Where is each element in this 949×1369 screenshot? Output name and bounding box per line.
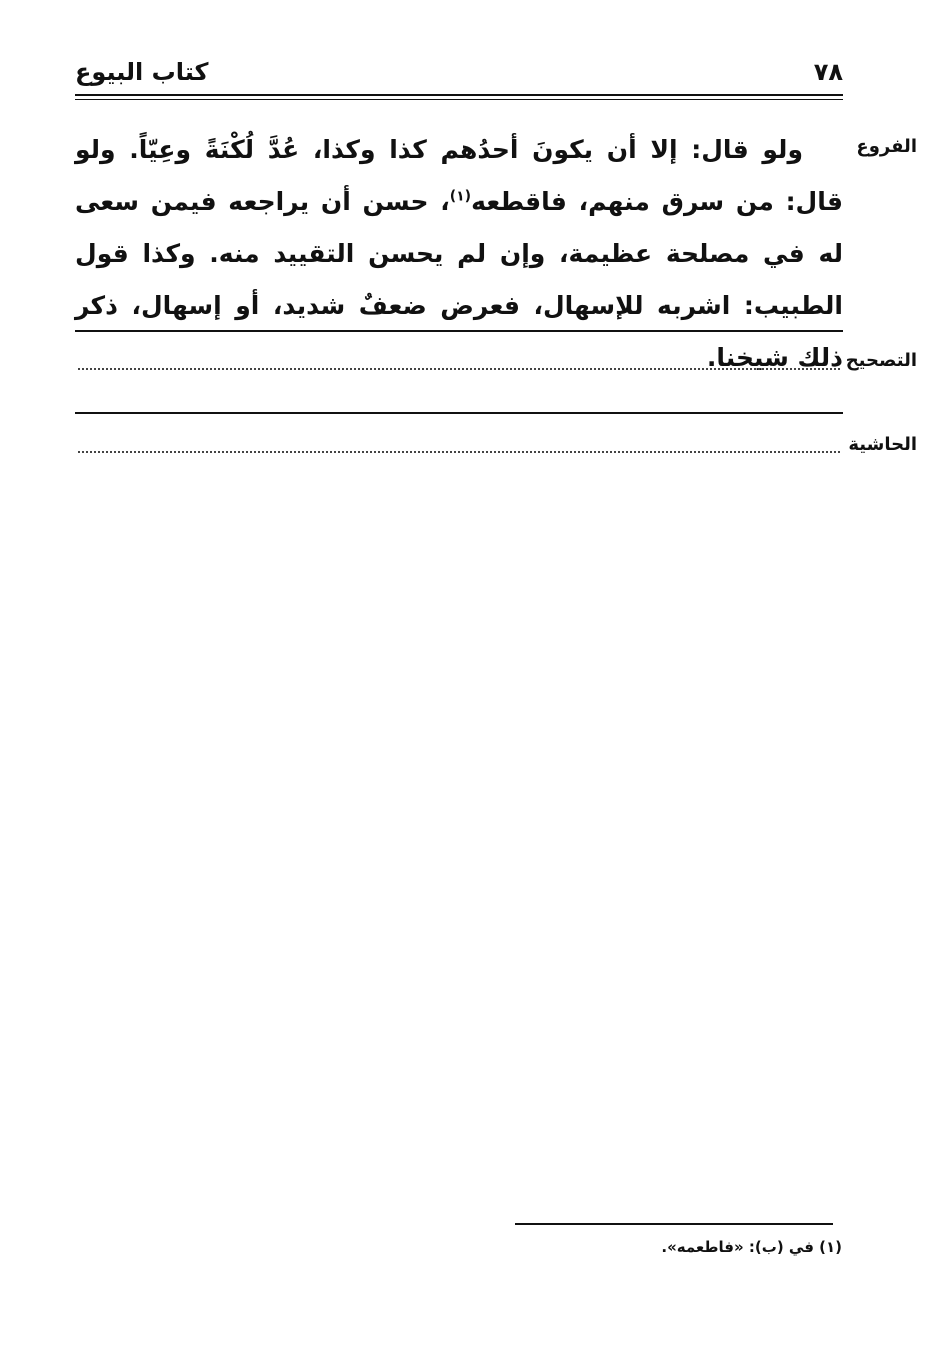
footnote: (١) في (ب): «فاطعمه». [661, 1238, 842, 1256]
tashih-dotted-line [78, 368, 840, 370]
section-label-tashih: التصحيح [845, 350, 917, 371]
page-header [75, 58, 843, 94]
running-title: كتاب البيوع [75, 58, 209, 86]
header-rule-thick [75, 94, 843, 96]
header-rule-thin [75, 99, 843, 100]
hashiya-dotted-line [78, 451, 840, 453]
paragraph-text-part1: ولو قال: إلا أن يكونَ أحدُهم كذا وكذا، عُدَّ لُكْنَةً وعِيّاً. ولو قال: من سرق منهم، فاقطعه [75, 135, 844, 216]
footnote-rule [515, 1223, 833, 1225]
section-divider-2 [75, 412, 843, 414]
section-label-hashiya: الحاشية [848, 434, 917, 455]
section-divider-1 [75, 330, 843, 332]
footnote-marker: (١) [449, 188, 472, 205]
paragraph-text-part2: ، حسن أن يراجعه فيمن سعى له في مصلحة عظيمة، وإن لم يحسن التقييد منه. وكذا قول الطبيب: اشربه للإسهال، فعرض ضعفٌ شديد، أو إسهال، ذكر ذلك شيخنا. [75, 187, 843, 372]
page-number: ٧٨ [813, 58, 843, 86]
section-label-furu: الفروع [856, 136, 917, 157]
main-paragraph [75, 124, 843, 384]
main-text [75, 124, 843, 384]
